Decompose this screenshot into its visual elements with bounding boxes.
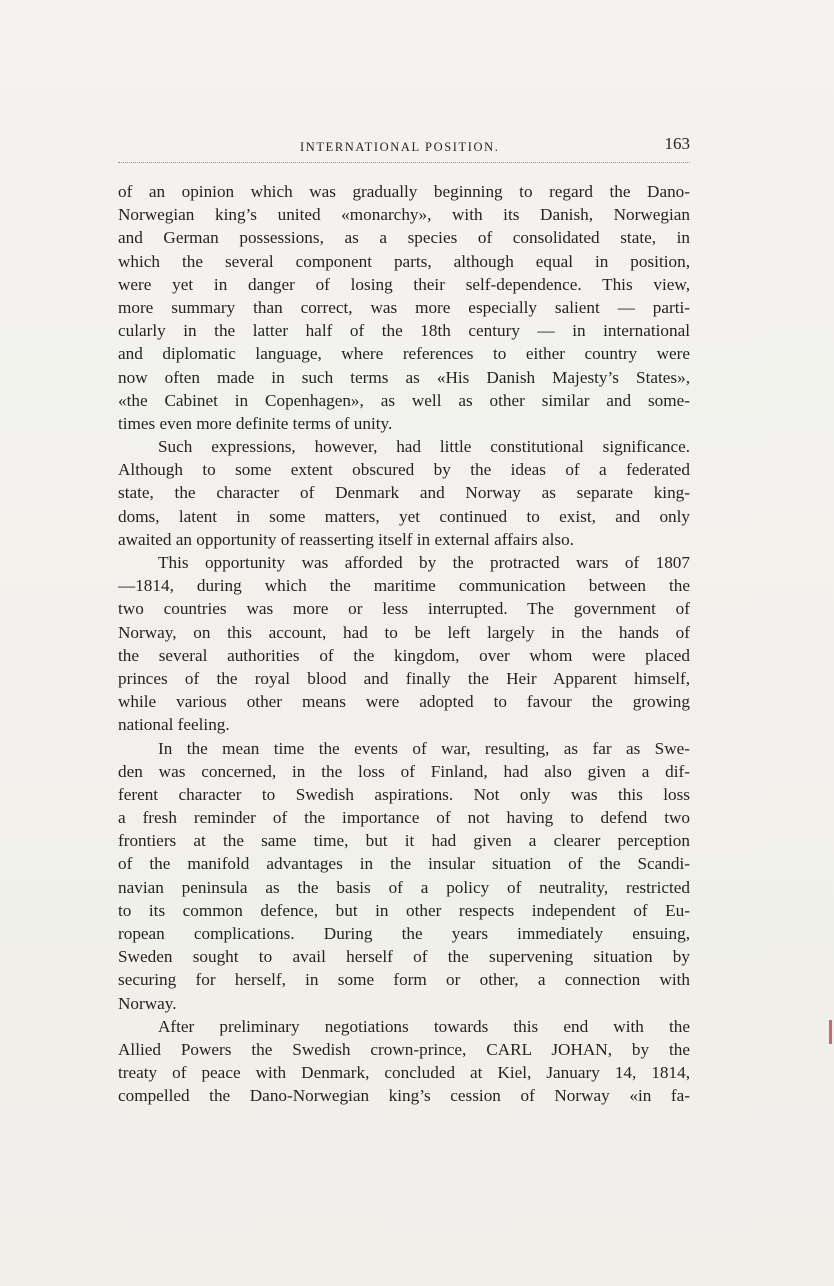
text-line: cularly in the latter half of the 18th century — in international (118, 321, 690, 341)
text-line: «the Cabinet in Copenhagen», as well as other similar and some- (118, 390, 690, 410)
text-line: now often made in such terms as «His Danish Majesty’s States», (118, 367, 690, 387)
text-line: frontiers at the same time, but it had given a clearer perception (118, 831, 690, 851)
text-line: Although to some extent obscured by the ideas of a federated (118, 460, 690, 480)
text-line: while various other means were adopted to favour the growing (118, 692, 690, 712)
running-title: INTERNATIONAL POSITION. (300, 140, 500, 154)
text-line: which the several component parts, although equal in position, (118, 251, 690, 271)
text-line: —1814, during which the maritime communication between the (118, 576, 690, 596)
text-line: more summary than correct, was more especially salient — parti- (118, 297, 690, 317)
text-line: times even more definite terms of unity. (118, 413, 393, 433)
text-line: Allied Powers the Swedish crown-prince, CARL JOHAN, by the (118, 1039, 690, 1059)
body-text (118, 180, 690, 1108)
text-line: Such expressions, however, had little constitutional significance. (158, 437, 690, 457)
text-line: compelled the Dano-Norwegian king’s cession of Norway «in fa- (118, 1086, 690, 1106)
text-line: and diplomatic language, where references to either country were (118, 344, 690, 364)
text-line: Norway. (118, 993, 177, 1013)
text-line: Norway, on this account, had to be left largely in the hands of (118, 622, 690, 642)
text-line: navian peninsula as the basis of a policy of neutrality, restricted (118, 877, 690, 897)
text-line: Sweden sought to avail herself of the supervening situation by (118, 947, 690, 967)
text-line: ferent character to Swedish aspirations. Not only was this loss (118, 784, 690, 804)
text-line: ropean complications. During the years immediately ensuing, (118, 924, 690, 943)
page-number: 163 (664, 134, 690, 153)
text-line: of the manifold advantages in the insular situation of the Scandi- (118, 854, 690, 874)
text-line: two countries was more or less interrupted. The government of (118, 599, 690, 619)
text-line: After preliminary negotiations towards this end with the (158, 1016, 690, 1036)
text-line: a fresh reminder of the importance of not having to defend two (118, 808, 690, 828)
text-line: to its common defence, but in other respects independent of Eu- (118, 900, 690, 920)
text-line: treaty of peace with Denmark, concluded at Kiel, January 14, 1814, (118, 1063, 690, 1083)
text-line: of an opinion which was gradually beginning to regard the Dano- (118, 182, 690, 201)
text-line: national feeling. (118, 715, 230, 735)
text-line: securing for herself, in some form or other, a connection with (118, 970, 690, 990)
page-edge-mark (829, 1020, 832, 1044)
text-line: awaited an opportunity of reasserting itself in external affairs also. (118, 529, 574, 549)
text-line: princes of the royal blood and finally the Heir Apparent himself, (118, 668, 690, 688)
running-head (118, 134, 690, 163)
text-line: and German possessions, as a species of consolidated state, in (118, 228, 690, 248)
text-line: the several authorities of the kingdom, over whom were placed (118, 645, 690, 665)
text-line: doms, latent in some matters, yet continued to exist, and only (118, 506, 690, 526)
text-line: In the mean time the events of war, resulting, as far as Swe- (158, 738, 690, 758)
text-line: This opportunity was afforded by the protracted wars of 1807 (158, 553, 690, 572)
text-line: den was concerned, in the loss of Finland, had also given a dif- (118, 761, 690, 781)
text-line: were yet in danger of losing their self-dependence. This view, (118, 274, 690, 294)
text-line: state, the character of Denmark and Norway as separate king- (118, 483, 690, 503)
text-line: Norwegian king’s united «monarchy», with its Danish, Norwegian (118, 205, 690, 225)
